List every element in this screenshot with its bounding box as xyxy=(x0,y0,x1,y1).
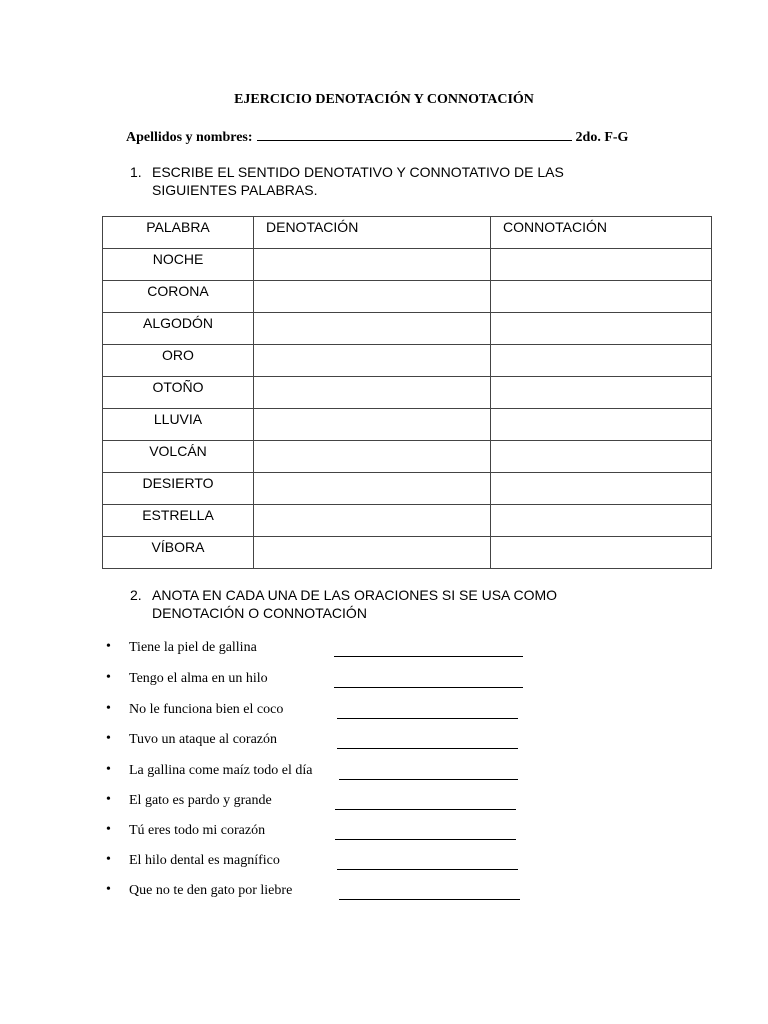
word-cell: VÍBORA xyxy=(103,537,254,569)
word-table xyxy=(102,216,712,569)
bullet-icon: • xyxy=(106,701,111,716)
word-cell: CORONA xyxy=(103,281,254,313)
denotation-cell[interactable] xyxy=(254,505,491,537)
table-row xyxy=(103,473,712,505)
table-row xyxy=(103,377,712,409)
answer-line[interactable] xyxy=(334,687,523,688)
sentence-text: Tuvo un ataque al corazón xyxy=(129,732,277,747)
bullet-icon: • xyxy=(106,792,111,807)
denotation-cell[interactable] xyxy=(254,473,491,505)
table-row xyxy=(103,313,712,345)
word-cell: VOLCÁN xyxy=(103,441,254,473)
denotation-cell[interactable] xyxy=(254,441,491,473)
bullet-icon: • xyxy=(106,762,111,777)
sentence-text: El hilo dental es magnífico xyxy=(129,853,280,868)
bullet-icon: • xyxy=(106,639,111,654)
denotation-cell[interactable] xyxy=(254,537,491,569)
bullet-icon: • xyxy=(106,882,111,897)
denotation-cell[interactable] xyxy=(254,345,491,377)
question-2-number: 2. xyxy=(130,587,142,603)
answer-line[interactable] xyxy=(337,718,518,719)
connotation-cell[interactable] xyxy=(491,281,712,313)
header-palabra: PALABRA xyxy=(103,217,254,249)
header-connotacion: CONNOTACIÓN xyxy=(491,217,712,249)
bullet-icon: • xyxy=(106,731,111,746)
word-cell: LLUVIA xyxy=(103,409,254,441)
word-cell: DESIERTO xyxy=(103,473,254,505)
connotation-cell[interactable] xyxy=(491,505,712,537)
name-field-line xyxy=(126,128,628,146)
answer-line[interactable] xyxy=(337,748,518,749)
denotation-cell[interactable] xyxy=(254,281,491,313)
table-row xyxy=(103,249,712,281)
table-row xyxy=(103,345,712,377)
answer-line[interactable] xyxy=(339,899,520,900)
word-cell: ESTRELLA xyxy=(103,505,254,537)
word-cell: OTOÑO xyxy=(103,377,254,409)
header-denotacion: DENOTACIÓN xyxy=(254,217,491,249)
sentence-text: Tengo el alma en un hilo xyxy=(129,671,268,686)
answer-line[interactable] xyxy=(335,809,516,810)
table-row xyxy=(103,441,712,473)
sentence-text: La gallina come maíz todo el día xyxy=(129,763,313,778)
answer-line[interactable] xyxy=(334,656,523,657)
sentence-text: El gato es pardo y grande xyxy=(129,793,272,808)
denotation-cell[interactable] xyxy=(254,313,491,345)
connotation-cell[interactable] xyxy=(491,345,712,377)
sentence-text: Que no te den gato por liebre xyxy=(129,883,293,898)
grade-label: 2do. F-G xyxy=(575,130,629,145)
name-label: Apellidos y nombres: xyxy=(126,130,253,145)
connotation-cell[interactable] xyxy=(491,377,712,409)
denotation-cell[interactable] xyxy=(254,377,491,409)
question-1-text: ESCRIBE EL SENTIDO DENOTATIVO Y CONNOTATIVO DE LAS SIGUIENTES PALABRAS. xyxy=(152,164,564,198)
denotation-cell[interactable] xyxy=(254,409,491,441)
question-2-text: ANOTA EN CADA UNA DE LAS ORACIONES SI SE USA COMO DENOTACIÓN O CONNOTACIÓN xyxy=(152,587,558,621)
connotation-cell[interactable] xyxy=(491,409,712,441)
bullet-icon: • xyxy=(106,822,111,837)
answer-line[interactable] xyxy=(339,779,518,780)
word-cell: ORO xyxy=(103,345,254,377)
sentence-text: Tú eres todo mi corazón xyxy=(129,823,266,838)
sentence-text: No le funciona bien el coco xyxy=(129,702,284,717)
answer-line[interactable] xyxy=(337,869,518,870)
question-1-number: 1. xyxy=(130,164,142,180)
connotation-cell[interactable] xyxy=(491,537,712,569)
bullet-icon: • xyxy=(106,852,111,867)
table-row xyxy=(103,281,712,313)
connotation-cell[interactable] xyxy=(491,473,712,505)
connotation-cell[interactable] xyxy=(491,313,712,345)
answer-line[interactable] xyxy=(335,839,516,840)
table-row xyxy=(103,537,712,569)
bullet-icon: • xyxy=(106,670,111,685)
sentence-text: Tiene la piel de gallina xyxy=(129,640,257,655)
word-cell: NOCHE xyxy=(103,249,254,281)
word-cell: ALGODÓN xyxy=(103,313,254,345)
page-title: EJERCICIO DENOTACIÓN Y CONNOTACIÓN xyxy=(234,92,534,107)
connotation-cell[interactable] xyxy=(491,249,712,281)
denotation-cell[interactable] xyxy=(254,249,491,281)
table-row xyxy=(103,505,712,537)
name-blank[interactable] xyxy=(257,128,572,141)
table-header-row xyxy=(103,217,712,249)
connotation-cell[interactable] xyxy=(491,441,712,473)
table-row xyxy=(103,409,712,441)
